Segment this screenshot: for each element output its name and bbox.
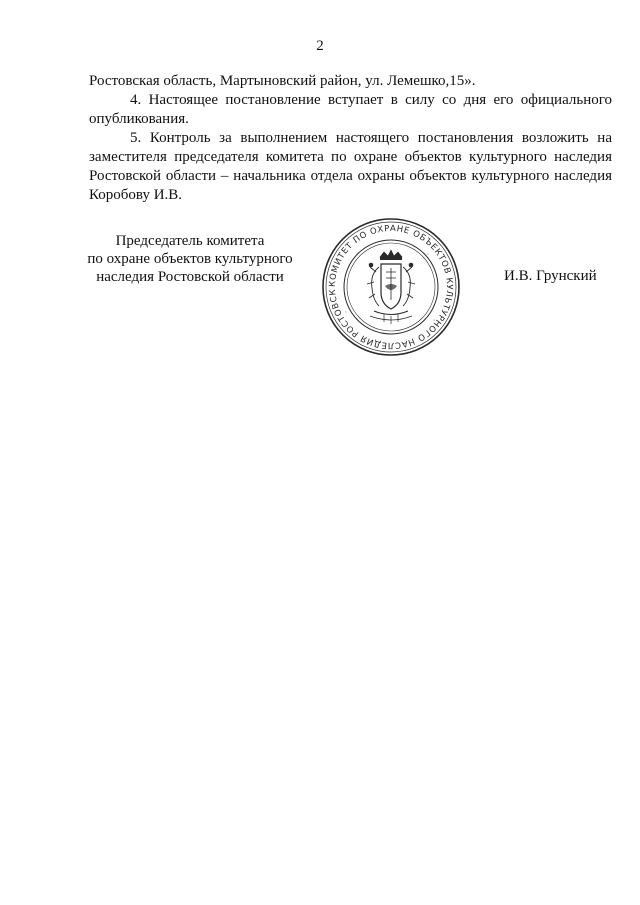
paragraph-item-5: 5. Контроль за выполнением настоящего постановления возложить на заместителя председателя комитета по охране объектов культурного наследия Ростовской области – начальника отдела охраны объектов культурного наследия Коробову И.В. [89, 130, 612, 203]
signatory-title-line-3: наследия Ростовской области [96, 269, 284, 285]
document-body [89, 72, 612, 205]
signatory-title [70, 232, 310, 286]
page-number: 2 [316, 38, 324, 54]
signer-name: И.В. Грунский [504, 268, 597, 284]
seal-ring-text: КОМИТЕТ ПО ОХРАНЕ ОБЪЕКТОВ КУЛЬТУРНОГО НАСЛЕДИЯ РОСТОВСК [327, 223, 455, 351]
signatory-title-line-1: Председатель комитета [115, 233, 265, 249]
signatory-title-line-2: по охране объектов культурного [87, 251, 293, 267]
address-line: Ростовская область, Мартыновский район, ул. Лемешко,15». [89, 73, 476, 89]
paragraph-item-4: 4. Настоящее постановление вступает в силу со дня его официального опубликования. [89, 92, 612, 127]
coat-of-arms-icon [367, 250, 415, 324]
seal-graphic [316, 212, 466, 362]
official-seal [316, 212, 466, 362]
